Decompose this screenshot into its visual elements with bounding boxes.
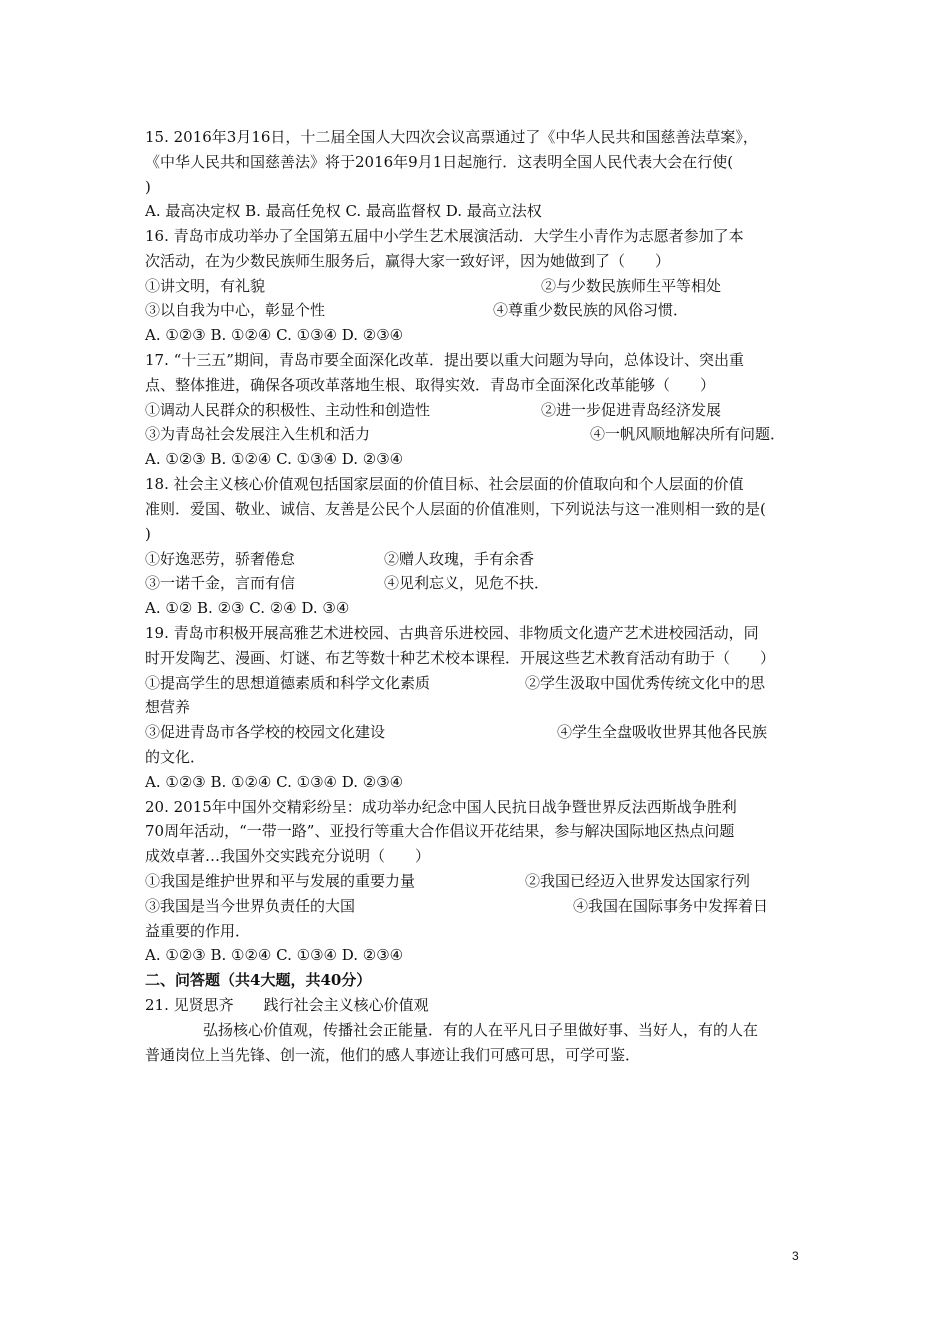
q17-option-3: ③为青岛社会发展注入生机和活力	[145, 425, 371, 443]
q15-line1: 15. 2016年3月16日，十二届全国人大四次会议高票通过了《中华人民共和国慈善法草案》，	[145, 128, 758, 146]
q18-option-3: ③一诺千金，言而有信	[145, 574, 296, 592]
q19-line1: 19. 青岛市积极开展高雅艺术进校园、古典音乐进校园、非物质文化遗产艺术进校园活动，同	[145, 624, 759, 642]
q21-paragraph-line1: 弘扬核心价值观，传播社会正能量．有的人在平凡日子里做好事、当好人，有的人在	[203, 1021, 759, 1039]
q19-line2: 时开发陶艺、漫画、灯谜、布艺等数十种艺术校本课程．开展这些艺术教育活动有助于（ ）	[145, 649, 776, 667]
q16-option-4: ④尊重少数民族的风俗习惯．	[493, 301, 689, 319]
q17-option-1: ①调动人民群众的积极性、主动性和创造性	[145, 401, 431, 419]
q20-line3: 成效卓著…我国外交实践充分说明（ ）	[145, 847, 431, 865]
page-number: 3	[792, 1249, 799, 1263]
q16-option-3: ③以自我为中心，彰显个性	[145, 301, 326, 319]
q15-choices: A. 最高决定权 B. 最高任免权 C. 最高监督权 D. 最高立法权	[145, 202, 542, 220]
q18-choices: A. ①② B. ②③ C. ②④ D. ③④	[145, 599, 350, 617]
q18-option-1: ①好逸恶劳，骄奢倦怠	[145, 550, 296, 568]
q17-choices: A. ①②③ B. ①②④ C. ①③④ D. ②③④	[145, 450, 404, 468]
q17-option-4: ④一帆风顺地解决所有问题．	[590, 425, 786, 443]
q17-line1: 17. “十三五”期间，青岛市要全面深化改革．提出要以重大问题为导向，总体设计、突出重	[145, 351, 744, 369]
q20-option-1: ①我国是维护世界和平与发展的重要力量	[145, 872, 416, 890]
q16-option-1: ①讲文明，有礼貌	[145, 277, 266, 295]
q15-line3: )	[145, 178, 151, 196]
q20-line2: 70周年活动，“一带一路”、亚投行等重大合作倡议开花结果，参与解决国际地区热点问题	[145, 822, 735, 840]
q20-option-4-continued: 益重要的作用．	[145, 922, 251, 940]
q21-paragraph-line2: 普通岗位上当先锋、创一流，他们的感人事迹让我们可感可思，可学可鉴．	[145, 1046, 641, 1064]
q18-line2: 准则．爱国、敬业、诚信、友善是公民个人层面的价值准则，下列说法与这一准则相一致的是(	[145, 500, 766, 518]
q19-option-2: ②学生汲取中国优秀传统文化中的思	[525, 674, 766, 692]
q20-option-2: ②我国已经迈入世界发达国家行列	[525, 872, 751, 890]
q18-line3: )	[145, 525, 151, 543]
q18-line1: 18. 社会主义核心价值观包括国家层面的价值目标、社会层面的价值取向和个人层面的价值	[145, 475, 744, 493]
q19-option-1: ①提高学生的思想道德素质和科学文化素质	[145, 674, 431, 692]
q21-title: 21. 见贤思齐 践行社会主义核心价值观	[145, 996, 429, 1014]
q20-option-3: ③我国是当今世界负责任的大国	[145, 897, 356, 915]
q20-line1: 20. 2015年中国外交精彩纷呈：成功举办纪念中国人民抗日战争暨世界反法西斯战争胜利	[145, 798, 737, 816]
q16-option-2: ②与少数民族师生平等相处	[541, 277, 722, 295]
q19-choices: A. ①②③ B. ①②④ C. ①③④ D. ②③④	[145, 773, 404, 791]
q17-line2: 点、整体推进，确保各项改革落地生根、取得实效．青岛市全面深化改革能够（ ）	[145, 376, 716, 394]
q20-choices: A. ①②③ B. ①②④ C. ①③④ D. ②③④	[145, 946, 404, 964]
q19-option-3: ③促进青岛市各学校的校园文化建设	[145, 723, 386, 741]
q19-option-4: ④学生全盘吸收世界其他各民族	[557, 723, 768, 741]
q19-option-4-continued: 的文化．	[145, 748, 206, 766]
q18-option-4: ④见利忘义，见危不扶．	[384, 574, 550, 592]
q16-line2: 次活动，在为少数民族师生服务后，赢得大家一致好评，因为她做到了（ ）	[145, 252, 671, 270]
q16-line1: 16. 青岛市成功举办了全国第五届中小学生艺术展演活动．大学生小青作为志愿者参加了本	[145, 227, 744, 245]
q18-option-2: ②赠人玫瑰，手有余香	[384, 550, 535, 568]
q20-option-4: ④我国在国际事务中发挥着日	[573, 897, 769, 915]
q19-option-2-continued: 想营养	[145, 698, 191, 716]
section-heading: 二、问答题（共4大题，共40分）	[145, 971, 372, 989]
q15-line2: 《中华人民共和国慈善法》将于2016年9月1日起施行．这表明全国人民代表大会在行使(	[145, 153, 734, 171]
q16-choices: A. ①②③ B. ①②④ C. ①③④ D. ②③④	[145, 326, 404, 344]
q17-option-2: ②进一步促进青岛经济发展	[541, 401, 722, 419]
